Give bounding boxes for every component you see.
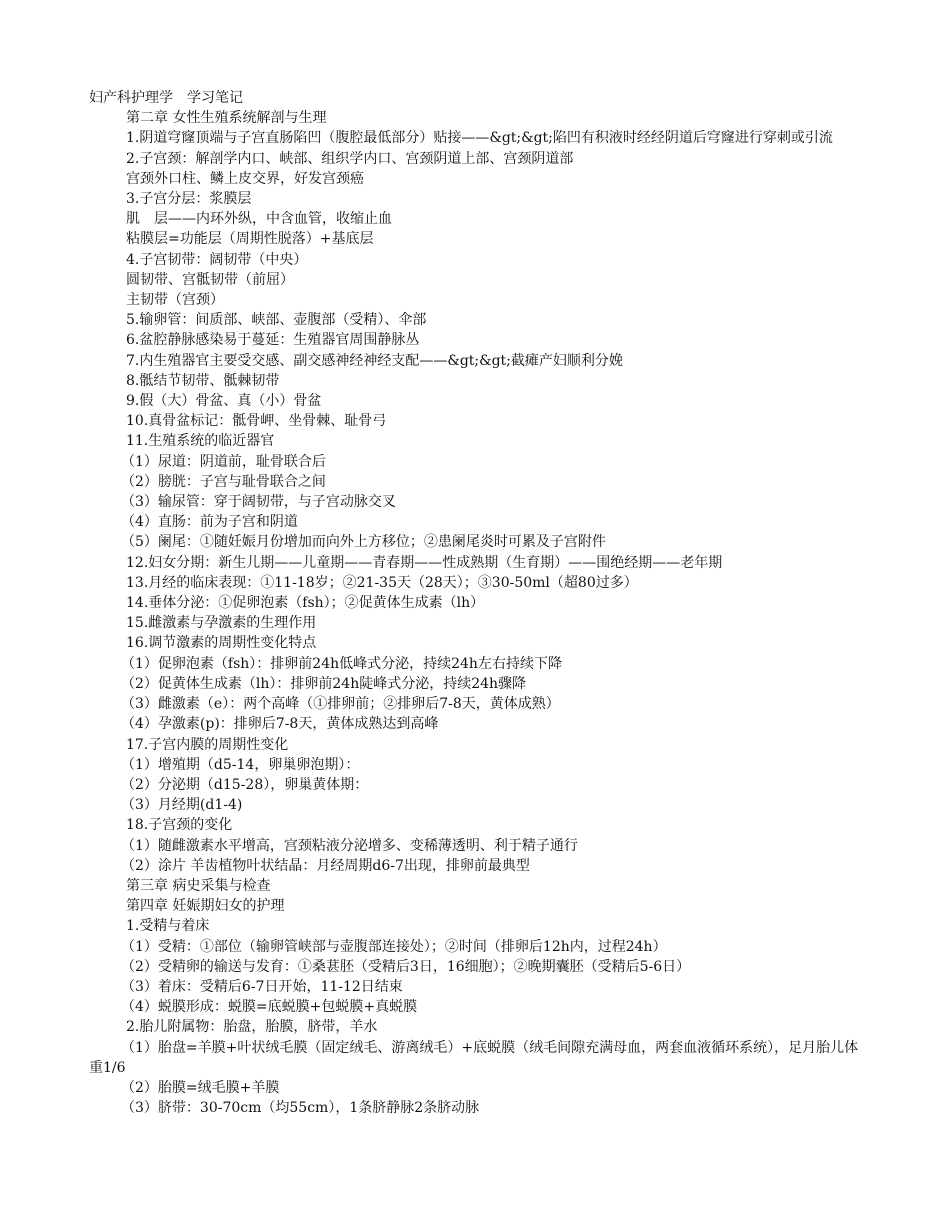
note-line: 9.假（大）骨盆、真（小）骨盆 [126,393,322,410]
note-line: 2.子宫颈：解剖学内口、峡部、组织学内口、宫颈阴道上部、宫颈阴道部 [126,150,574,167]
note-line: 15.雌激素与孕激素的生理作用 [126,615,317,632]
note-line: （2）膀胱：子宫与耻骨联合之间 [121,473,326,490]
note-line: （4）孕激素(p)：排卵后7-8天，黄体成熟达到高峰 [121,716,439,733]
note-line: 13.月经的临床表现：①11-18岁；②21-35天（28天）；③30-50ml（超80过多） [126,574,638,591]
document-title: 妇产科护理学 学习笔记 [89,90,243,106]
note-line: （2）胎膜=绒毛膜+羊膜 [121,1079,280,1096]
note-line: （2）受精卵的输送与发育：①桑葚胚（受精后3日，16细胞）；②晚期囊胚（受精后5-6日） [121,958,691,975]
note-line: 10.真骨盆标记：骶骨岬、坐骨棘、耻骨弓 [126,413,387,430]
notes-body [89,88,869,1118]
note-line: 粘膜层=功能层（周期性脱落）+基底层 [126,231,374,248]
note-line: 16.调节激素的周期性变化特点 [126,635,317,652]
note-line: 主韧带（宫颈） [126,292,224,309]
note-line: （2）分泌期（d15-28），卵巢黄体期： [121,776,369,793]
note-line: 4.子宫韧带：阔韧带（中央） [126,251,308,268]
note-line: 1.阴道穹窿顶端与子宫直肠陷凹（腹腔最低部分）贴接——&gt;&gt;陷凹有积液时经经阴道后穹窿进行穿刺或引流 [126,130,833,147]
note-line: （1）受精：①部位（输卵管峡部与壶腹部连接处）；②时间（排卵后12h内，过程24h） [121,938,667,955]
note-line: 宫颈外口柱、鳞上皮交界，好发宫颈癌 [126,170,364,187]
note-line: （1）促卵泡素（fsh）：排卵前24h低峰式分泌，持续24h左右持续下降 [121,655,562,672]
note-line: （1）增殖期（d5-14，卵巢卵泡期）： [121,756,360,773]
note-line: （3）雌激素（e）：两个高峰（①排卵前；②排卵后7-8天，黄体成熟） [121,696,560,713]
note-line: （2）涂片 羊齿植物叶状结晶：月经周期d6-7出现，排卵前最典型 [121,857,530,874]
note-line: （3）脐带：30-70cm（均55cm），1条脐静脉2条脐动脉 [121,1100,480,1117]
note-line: 第二章 女性生殖系统解剖与生理 [126,110,327,127]
note-line: （2）促黄体生成素（lh）：排卵前24h陡峰式分泌，持续24h骤降 [121,675,527,692]
note-line: （4）蜕膜形成：蜕膜=底蜕膜+包蜕膜+真蜕膜 [121,999,418,1016]
note-line: 6.盆腔静脉感染易于蔓延：生殖器官周围静脉丛 [126,332,420,349]
note-line: （1）尿道：阴道前，耻骨联合后 [121,453,326,470]
note-line: （3）月经期(d1-4) [121,797,243,814]
note-line: 2.胎儿附属物：胎盘，胎膜，脐带，羊水 [126,1019,378,1036]
note-line: 8.骶结节韧带、骶棘韧带 [126,372,280,389]
note-line: 肌 层——内环外纵，中含血管，收缩止血 [126,211,392,228]
note-line: 11.生殖系统的临近器官 [126,433,275,450]
note-line: 7.内生殖器官主要受交感、副交感神经神经支配——&gt;&gt;截瘫产妇顺利分娩 [126,352,623,369]
note-line: 5.输卵管：间质部、峡部、壶腹部（受精）、伞部 [126,312,427,329]
note-line: 18.子宫颈的变化 [126,817,233,834]
note-line: 圆韧带、宫骶韧带（前屈） [126,271,294,288]
note-line: 第三章 病史采集与检查 [126,877,271,894]
note-line: 1.受精与着床 [126,918,210,935]
notes-lines [89,108,869,1118]
note-line: （5）阑尾：①随妊娠月份增加而向外上方移位；②患阑尾炎时可累及子宫附件 [121,534,606,551]
note-line: （4）直肠：前为子宫和阴道 [121,514,298,531]
note-line: （1）胎盘=羊膜+叶状绒毛膜（固定绒毛、游离绒毛）+底蜕膜（绒毛间隙充满母血，两套血液循环系统），足月胎儿体重1/6 [89,1039,859,1076]
note-line: （3）着床：受精后6-7日开始，11-12日结束 [121,978,403,995]
note-line: 第四章 妊娠期妇女的护理 [126,898,285,915]
note-line: （1）随雌激素水平增高，宫颈粘液分泌增多、变稀薄透明、利于精子通行 [121,837,578,854]
note-line: （3）输尿管：穿于阔韧带，与子宫动脉交叉 [121,494,396,511]
note-line: 3.子宫分层：浆膜层 [126,191,252,208]
note-line: 12.妇女分期：新生儿期——儿童期——青春期——性成熟期（生育期）——围绝经期——老年期 [126,554,723,571]
note-line: 17.子宫内膜的周期性变化 [126,736,289,753]
note-line: 14.垂体分泌：①促卵泡素（fsh）；②促黄体生成素（lh） [126,595,485,612]
